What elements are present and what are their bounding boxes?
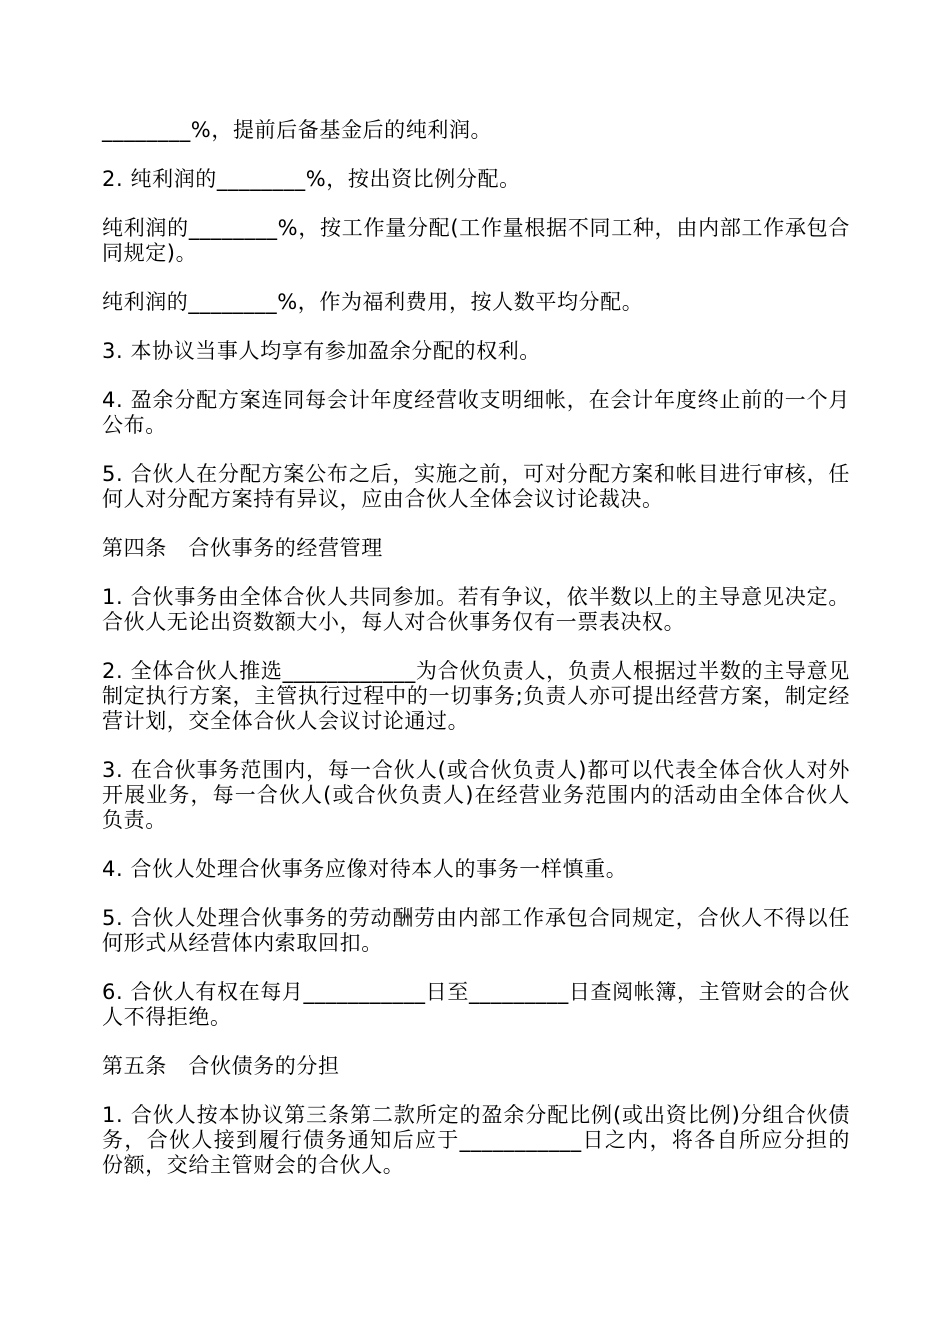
paragraph-4-plan-announcement: 4. 盈余分配方案连同每会计年度经营收支明细帐，在会计年度终止前的一个月公布。: [102, 388, 850, 437]
paragraph-4-6-account-inspection: 6. 合伙人有权在每月___________日至_________日查阅帐簿，主管财会的合伙人不得拒绝。: [102, 980, 850, 1029]
paragraph-4-1-joint-participation: 1. 合伙事务由全体合伙人共同参加。若有争议，依半数以上的主导意见决定。合伙人无论出资数额大小，每人对合伙事务仅有一票表决权。: [102, 585, 850, 634]
paragraph-welfare-expense: 纯利润的________%，作为福利费用，按人数平均分配。: [102, 290, 644, 314]
paragraph-4-2-responsible-person: 2. 全体合伙人推选____________为合伙负责人，负责人根据过半数的主导意见制定执行方案，主管执行过程中的一切事务;负责人亦可提出经营方案，制定经营计划，交全体合伙人会议讨论通过。: [102, 659, 850, 733]
paragraph-3-distribution-right: 3. 本协议当事人均享有参加盈余分配的权利。: [102, 339, 541, 363]
paragraph-5-plan-review: 5. 合伙人在分配方案公布之后，实施之前，可对分配方案和帐目进行审核，任何人对分配方案持有异议，应由合伙人全体会议讨论裁决。: [102, 462, 850, 511]
article-5-heading: 第五条 合伙债务的分担: [102, 1054, 340, 1078]
paragraph-4-3-representation: 3. 在合伙事务范围内，每一合伙人(或合伙负责人)都可以代表全体合伙人对外开展业务，每一合伙人(或合伙负责人)在经营业务范围内的活动由全体合伙人负责。: [102, 758, 850, 832]
paragraph-workload-distribution: 纯利润的________%，按工作量分配(工作量根据不同工种，由内部工作承包合同规定)。: [102, 216, 850, 265]
paragraph-2-capital-ratio: 2. 纯利润的________%，按出资比例分配。: [102, 167, 521, 191]
article-4-heading: 第四条 合伙事务的经营管理: [102, 536, 383, 560]
paragraph-4-5-remuneration: 5. 合伙人处理合伙事务的劳动酬劳由内部工作承包合同规定，合伙人不得以任何形式从经营体内索取回扣。: [102, 906, 850, 955]
paragraph-5-1-debt-sharing: 1. 合伙人按本协议第三条第二款所定的盈余分配比例(或出资比例)分组合伙债务，合伙人接到履行债务通知后应于___________日之内，将各自所应分担的份额，交给主管财会的合伙人。: [102, 1103, 850, 1177]
paragraph-net-profit-reserve: ________%，提前后备基金后的纯利润。: [102, 118, 493, 142]
paragraph-4-4-prudence: 4. 合伙人处理合伙事务应像对待本人的事务一样慎重。: [102, 857, 628, 881]
document-page: [102, 118, 850, 1202]
